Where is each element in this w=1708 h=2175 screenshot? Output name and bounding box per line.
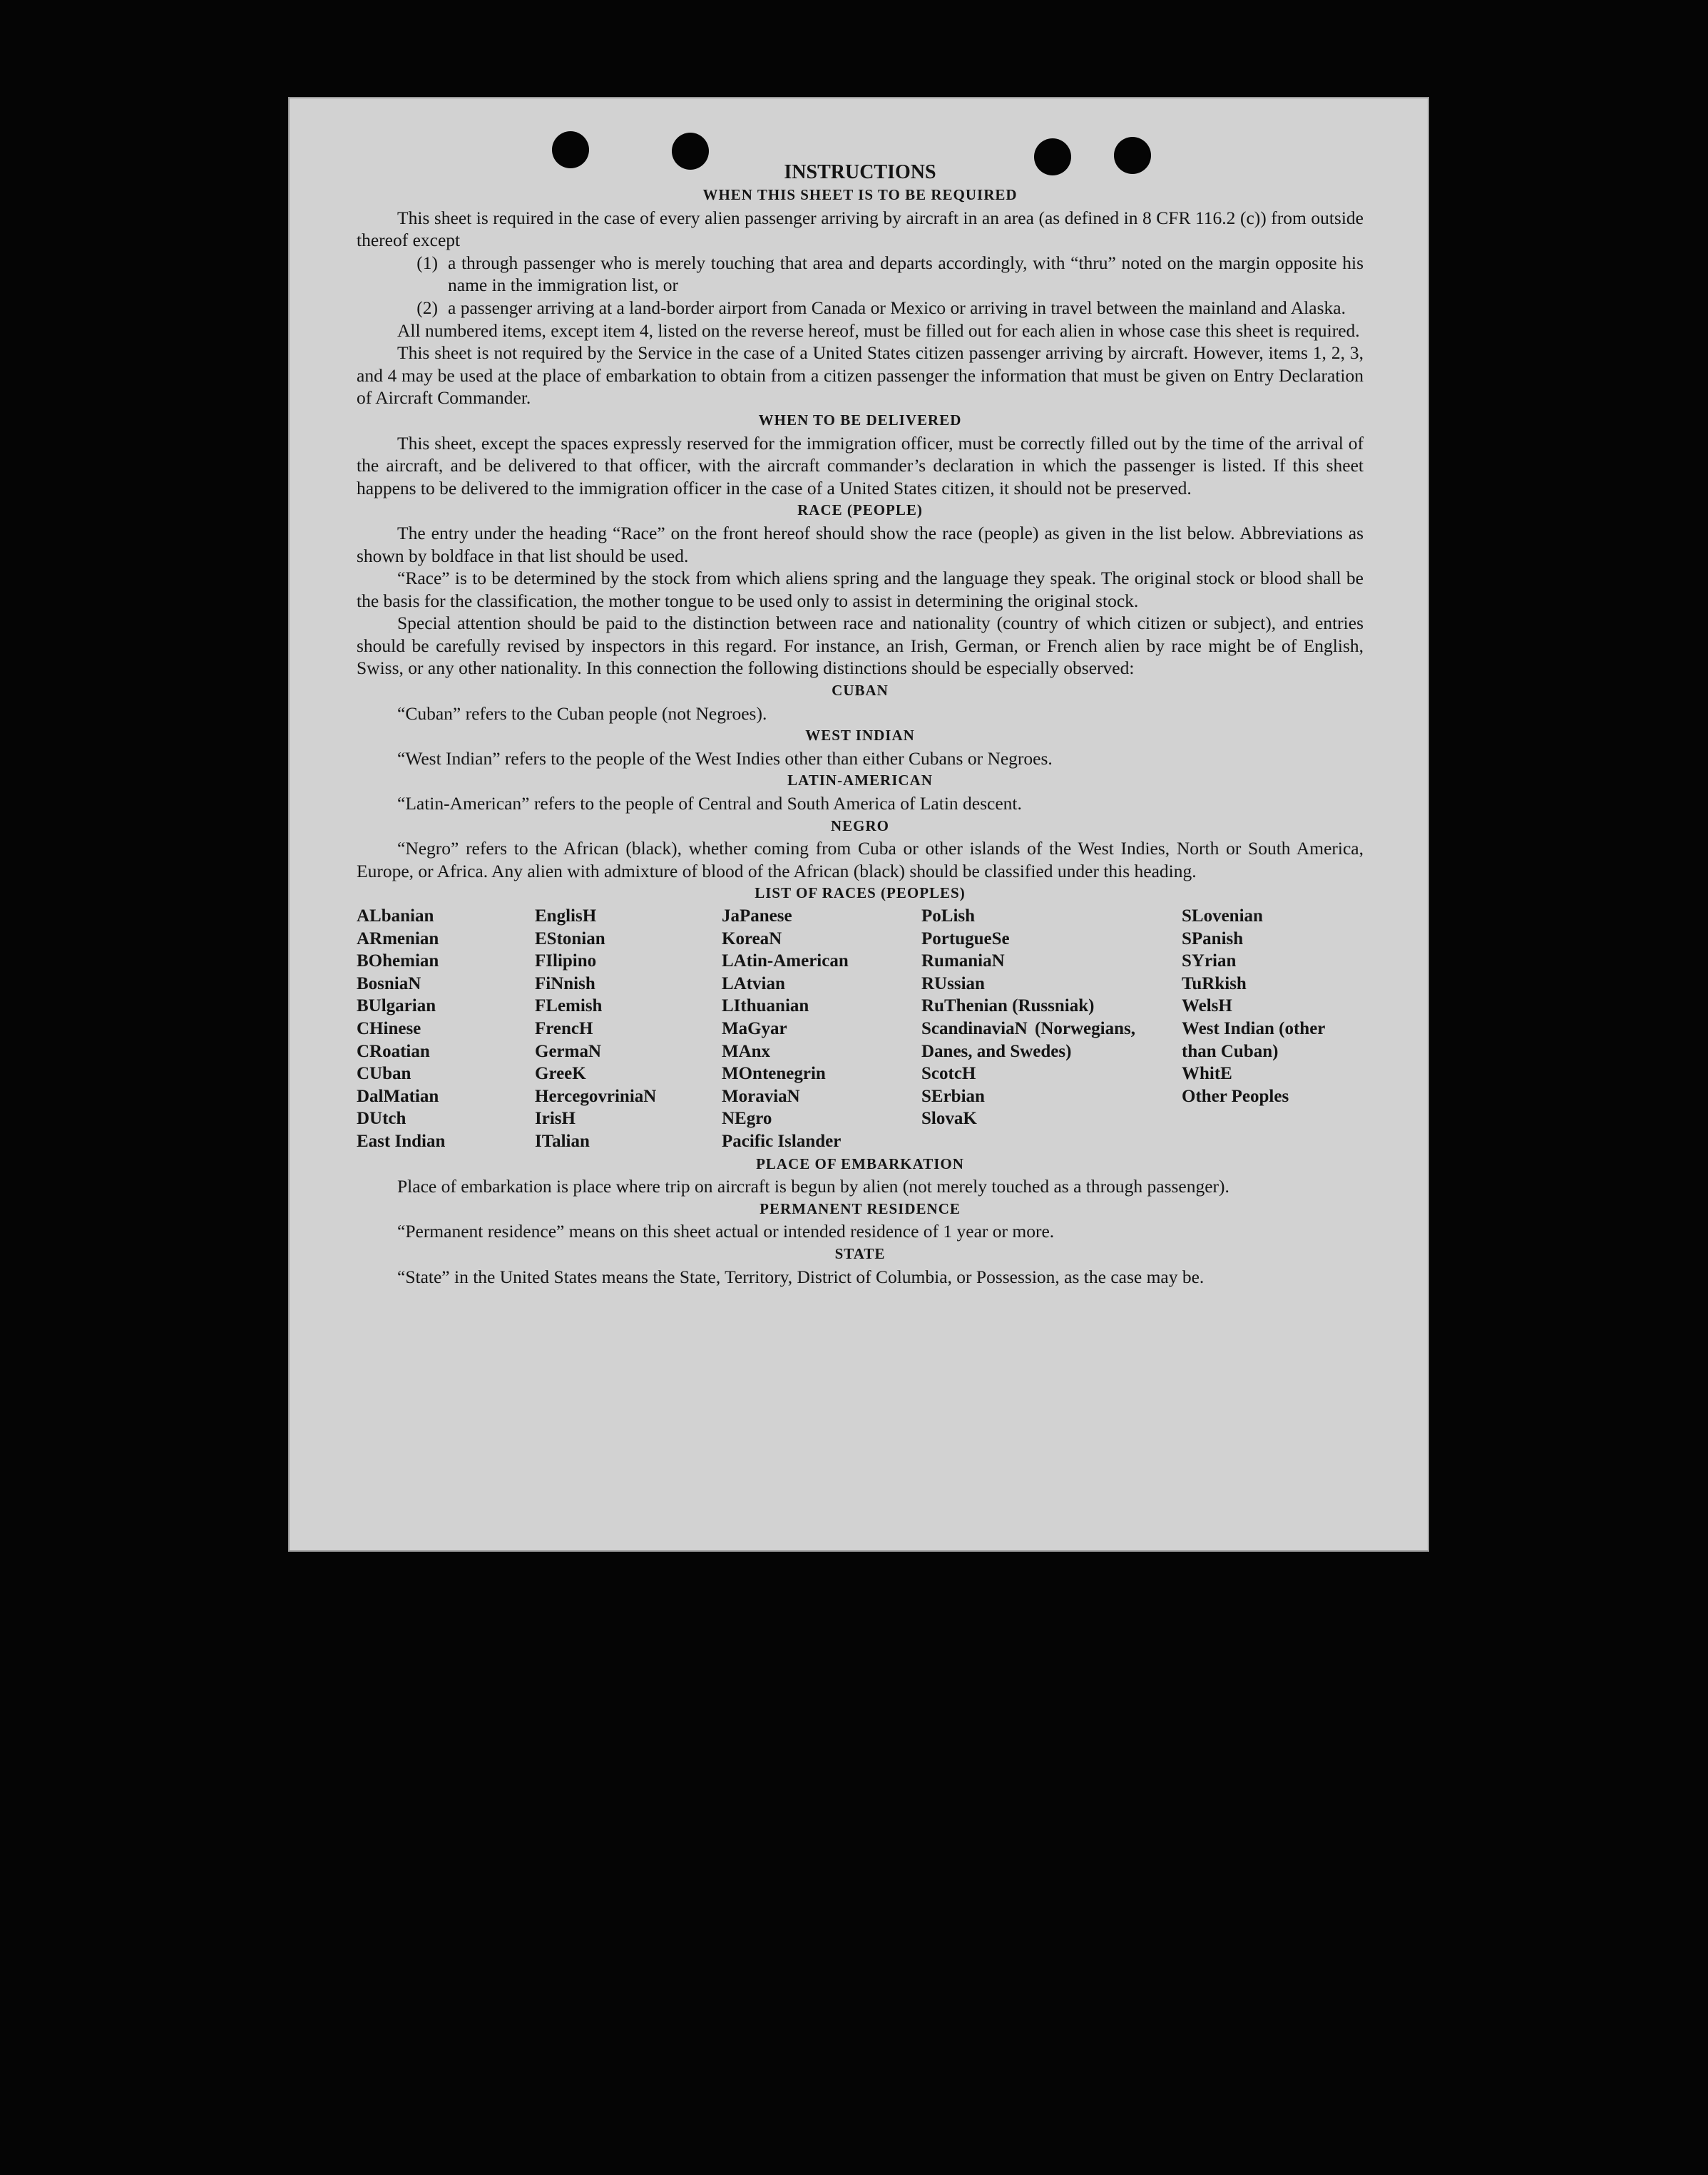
- item-text: a through passenger who is merely touching that area and departs accordingly, with “thru” noted on the margin opposite his name in the immigration list, or: [448, 252, 1364, 296]
- race-entry: SlovaK: [921, 1109, 977, 1129]
- race-entry: MAnx: [722, 1041, 771, 1061]
- permanent-residence-text: “Permanent residence” means on this sheet actual or intended residence of 1 year or more.: [397, 1221, 1055, 1242]
- document-title: INSTRUCTIONS: [784, 161, 936, 183]
- heading-state: STATE: [834, 1244, 886, 1262]
- race-entry: SYrian: [1182, 951, 1237, 971]
- race-entry: CHinese: [357, 1018, 421, 1038]
- race-entry: BOhemian: [357, 951, 439, 971]
- races-column-2: [535, 905, 722, 1153]
- race-entry: East Indian: [357, 1131, 446, 1151]
- race-entry: MoraviaN: [722, 1086, 800, 1106]
- races-column-1: [357, 905, 535, 1153]
- race-entry: BosniaN: [357, 973, 421, 993]
- heading-west-indian: WEST INDIAN: [805, 727, 915, 744]
- document-sheet: [288, 97, 1429, 1552]
- race-entry: SLovenian: [1182, 906, 1263, 926]
- race-para2: “Race” is to be determined by the stock from which aliens spring and the language they speak. The original stock or blood shall be the basis for the classification, the mother tongue to be used only to assist in determining the original stock.: [357, 568, 1364, 611]
- races-list: [357, 905, 1364, 1153]
- race-entry: BUlgarian: [357, 996, 436, 1016]
- race-entry: ALbanian: [357, 906, 434, 926]
- race-entry: Other Peoples: [1182, 1086, 1289, 1106]
- race-entry: ITalian: [535, 1131, 590, 1151]
- heading-cuban: CUBAN: [832, 682, 889, 700]
- race-entry: RumaniaN: [921, 951, 1005, 971]
- when-delivered-text: This sheet, except the spaces expressly reserved for the immigration officer, must be correctly filled out by the time of the arrival of the aircraft, and be delivered to that officer, with the aircraft commander’s declaration in which the passenger is listed. If this sheet happens to be delivered to the immigration officer in the case of a United States citizen, it should not be preserved.: [357, 432, 1364, 498]
- heading-list-of-races: LIST OF RACES (PEOPLES): [755, 884, 966, 902]
- heading-negro: NEGRO: [830, 817, 889, 834]
- race-entry: NEgro: [722, 1109, 772, 1129]
- state-text: “State” in the United States means the State, Territory, District of Columbia, or Possession, as the case may be.: [397, 1266, 1205, 1287]
- west-indian-text: “West Indian” refers to the people of the West Indies other than either Cubans or Negroes.: [397, 747, 1053, 769]
- race-entry: WhitE: [1182, 1064, 1232, 1084]
- heading-permanent-residence: PERMANENT RESIDENCE: [760, 1199, 961, 1217]
- race-entry: MaGyar: [722, 1018, 787, 1038]
- race-entry: PortugueSe: [921, 928, 1010, 948]
- race-entry: MOntenegrin: [722, 1064, 826, 1084]
- instructions-text: [357, 161, 1364, 1288]
- race-entry: Pacific Islander: [722, 1131, 842, 1151]
- race-entry: CUban: [357, 1064, 411, 1084]
- place-of-embarkation-text: Place of embarkation is place where trip on aircraft is begun by alien (not merely touched as a through passenger).: [397, 1176, 1229, 1197]
- race-entry: RUssian: [921, 973, 985, 993]
- race-entry: FiNnish: [535, 973, 595, 993]
- race-entry: CRoatian: [357, 1041, 430, 1061]
- race-entry: GreeK: [535, 1064, 586, 1084]
- race-entry: EStonian: [535, 928, 605, 948]
- race-entry: GermaN: [535, 1041, 602, 1061]
- race-entry: IrisH: [535, 1109, 576, 1129]
- heading-race: RACE (PEOPLE): [797, 501, 923, 519]
- race-entry: ScotcH: [921, 1064, 976, 1084]
- race-entry: LAtvian: [722, 973, 785, 993]
- cuban-text: “Cuban” refers to the Cuban people (not Negroes).: [397, 702, 767, 724]
- race-entry: RuThenian (Russniak): [921, 996, 1095, 1016]
- races-column-5: [1182, 905, 1364, 1153]
- race-entry: ScandinaviaN (Norwegians, Danes, and Swedes): [921, 1018, 1135, 1061]
- race-entry: JaPanese: [722, 906, 792, 926]
- race-entry: LAtin-American: [722, 951, 849, 971]
- race-entry: EnglisH: [535, 906, 597, 926]
- negro-text: “Negro” refers to the African (black), whether coming from Cuba or other islands of the West Indies, North or South America, Europe, or Africa. Any alien with admixture of blood of the African (black) should be classified under this heading.: [357, 838, 1364, 881]
- heading-latin-american: LATIN-AMERICAN: [787, 772, 933, 789]
- race-entry: FrencH: [535, 1018, 593, 1038]
- when-required-para2: All numbered items, except item 4, listed on the reverse hereof, must be filled out for each alien in whose case this sheet is required.: [397, 319, 1360, 341]
- race-entry: ARmenian: [357, 928, 439, 948]
- latin-american-text: “Latin-American” refers to the people of Central and South America of Latin descent.: [397, 793, 1022, 814]
- race-entry: West Indian (other than Cuban): [1182, 1018, 1325, 1061]
- race-para1: The entry under the heading “Race” on the front hereof should show the race (people) as given in the list below. Abbreviations as shown by boldface in that list should be used.: [357, 522, 1364, 566]
- races-column-4: [921, 905, 1182, 1153]
- race-entry: FIlipino: [535, 951, 597, 971]
- races-column-3: [722, 905, 921, 1153]
- heading-when-required: WHEN THIS SHEET IS TO BE REQUIRED: [702, 186, 1018, 203]
- race-para3: Special attention should be paid to the distinction between race and nationality (country of which citizen or subject), and entries should be carefully revised by inspectors in this regard. For instance, an Irish, German, or French alien by race might be of English, Swiss, or any other nationality. In this connection the following distinctions should be especially observed:: [357, 613, 1364, 679]
- item-number: (1): [416, 252, 438, 273]
- race-entry: KoreaN: [722, 928, 782, 948]
- race-entry: SErbian: [921, 1086, 985, 1106]
- race-entry: LIthuanian: [722, 996, 809, 1016]
- race-entry: HercegovriniaN: [535, 1086, 657, 1106]
- race-entry: PoLish: [921, 906, 976, 926]
- item-number: (2): [416, 297, 438, 318]
- exception-item-2: [357, 297, 1364, 319]
- race-entry: DUtch: [357, 1109, 406, 1129]
- race-entry: WelsH: [1182, 996, 1232, 1016]
- race-entry: DalMatian: [357, 1086, 439, 1106]
- race-entry: TuRkish: [1182, 973, 1247, 993]
- item-text: a passenger arriving at a land-border airport from Canada or Mexico or arriving in travel between the mainland and Alaska.: [448, 297, 1346, 318]
- exception-item-1: [357, 252, 1364, 297]
- heading-place-of-embarkation: PLACE OF EMBARKATION: [756, 1155, 964, 1172]
- when-required-intro: This sheet is required in the case of every alien passenger arriving by aircraft in an area (as defined in 8 CFR 116.2 (c)) from outside thereof except: [357, 207, 1364, 251]
- heading-when-delivered: WHEN TO BE DELIVERED: [758, 411, 962, 429]
- when-required-para3: This sheet is not required by the Service in the case of a United States citizen passenger arriving by aircraft. However, items 1, 2, 3, and 4 may be used at the place of embarkation to obtain from a citizen passenger the information that must be given on Entry Declaration of Aircraft Commander.: [357, 342, 1364, 409]
- race-entry: SPanish: [1182, 928, 1244, 948]
- race-entry: FLemish: [535, 996, 603, 1016]
